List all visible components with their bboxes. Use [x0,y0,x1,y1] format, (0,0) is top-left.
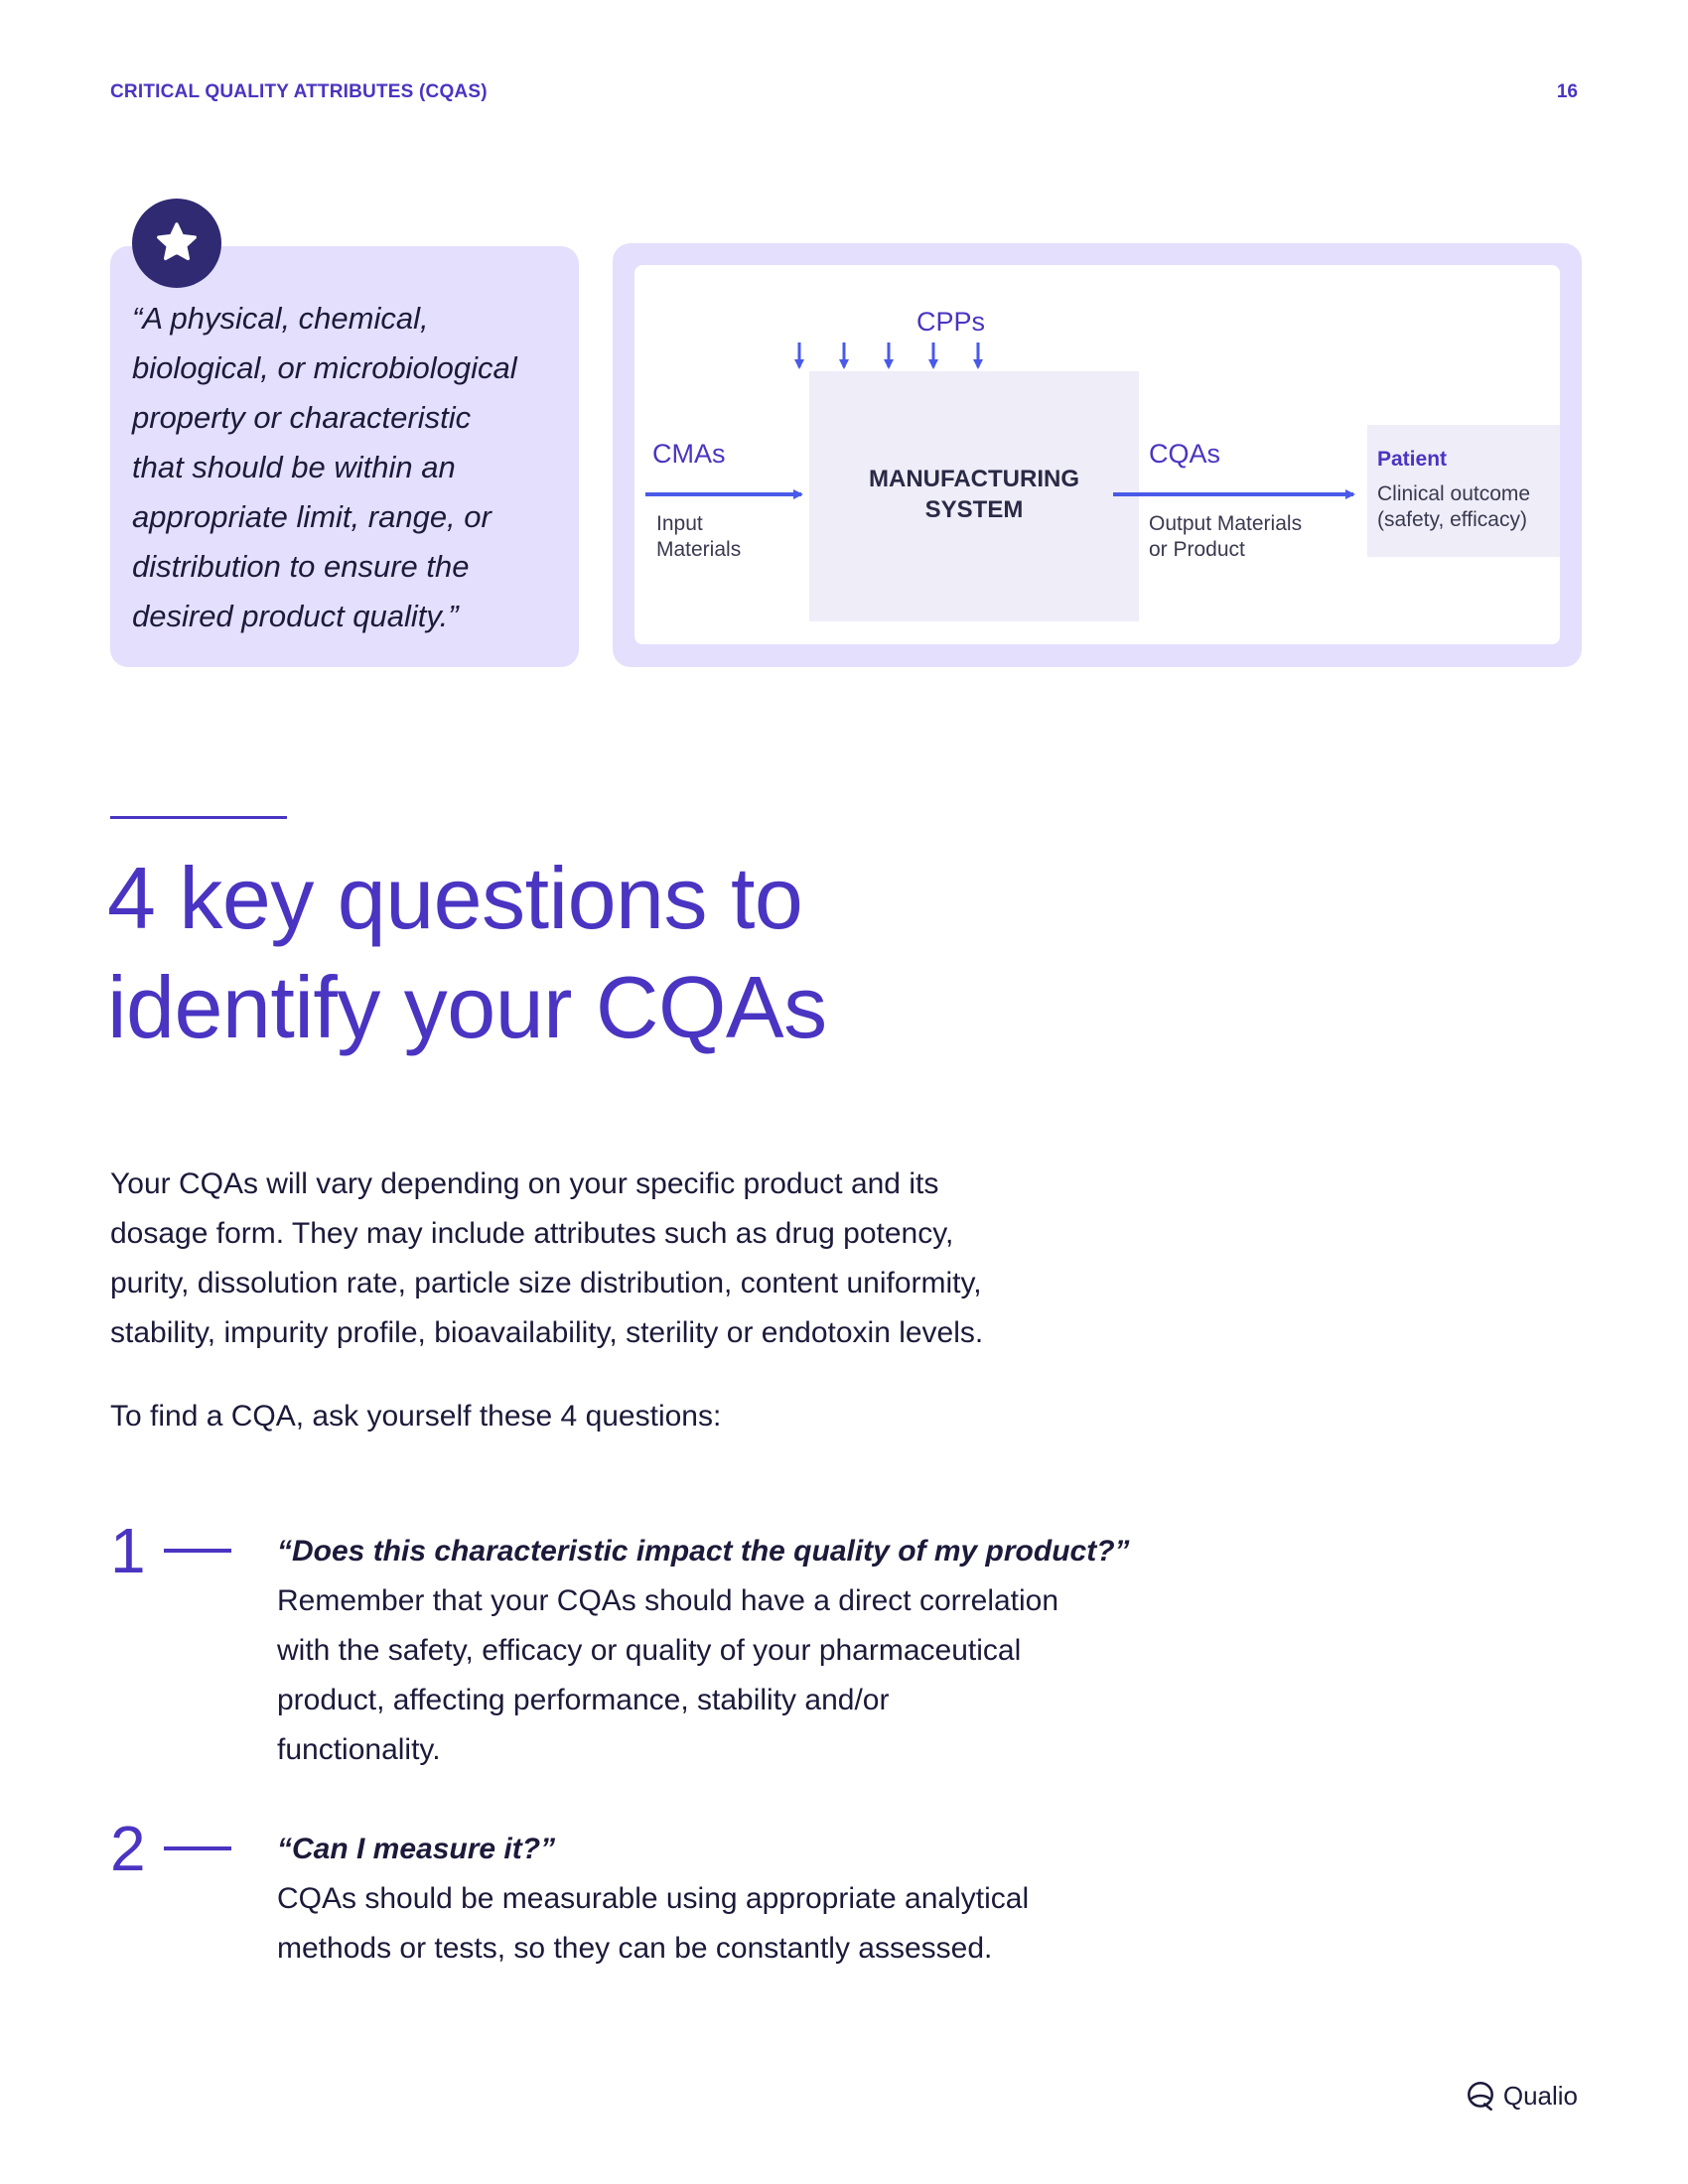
cpps-label: CPPs [916,307,986,337]
cqas-label: CQAs [1149,439,1221,469]
system-line: SYSTEM [924,496,1024,523]
manufacturing-system-label [809,464,1139,525]
question-body [277,1576,1151,1775]
question-dash [164,1846,231,1850]
question-title: “Can I measure it?” [277,1833,556,1865]
question-number: 2 [110,1813,146,1884]
heading-line: 4 key questions to [107,849,803,947]
question-number: 1 [110,1515,146,1586]
quote-line: biological, or microbiological [132,350,517,385]
quote-line: “A physical, chemical, [132,301,429,336]
quote-line: property or characteristic [132,400,472,435]
quote-line: distribution to ensure the [132,549,470,584]
intro-line: stability, impurity profile, bioavailability, sterility or endotoxin levels. [110,1316,984,1349]
definition-quote-card [110,246,579,667]
question-body-line: functionality. [277,1733,441,1766]
brand-name: Qualio [1502,2080,1578,2111]
question-body-line: Remember that your CQAs should have a direct correlation [277,1584,1059,1617]
system-line: MANUFACTURING [869,466,1079,492]
intro-line: purity, dissolution rate, particle size distribution, content uniformity, [110,1267,982,1299]
lead-sentence: To find a CQA, ask yourself these 4 questions: [110,1400,722,1433]
patient-title: Patient [1377,448,1448,471]
cpp-arrows [799,342,978,367]
page-number: 16 [1556,81,1578,102]
section-heading [107,844,1100,1062]
question-body-line: methods or tests, so they can be constantly assessed. [277,1932,993,1965]
running-header: CRITICAL QUALITY ATTRIBUTES (CQAS) [110,81,488,102]
heading-line: identify your CQAs [107,958,827,1056]
star-badge [132,199,221,288]
cqas-sub-line: or Product [1149,538,1245,561]
definition-quote [132,294,569,641]
question-body-line: CQAs should be measurable using appropriate analytical [277,1882,1030,1915]
intro-line: dosage form. They may include attributes such as drug potency, [110,1217,954,1250]
question-body [277,1874,1151,1974]
brand-logo [1464,2079,1578,2113]
cqas-sub-line: Output Materials [1149,512,1303,535]
question-body-line: with the safety, efficacy or quality of your pharmaceutical [277,1634,1022,1667]
cmas-sublabel [656,511,741,563]
star-icon [151,217,203,269]
heading-rule [110,816,287,819]
quote-line: desired product quality.” [132,599,459,633]
quote-line: that should be within an [132,450,456,484]
cmas-label: CMAs [652,439,726,469]
patient-desc-line: Clinical outcome [1377,482,1531,505]
intro-paragraph [110,1160,1103,1358]
process-diagram [634,265,1560,644]
question-dash [164,1549,231,1553]
qualio-logo-icon [1464,2079,1497,2113]
question-body-line: product, affecting performance, stability and/or [277,1684,890,1716]
intro-line: Your CQAs will vary depending on your specific product and its [110,1167,939,1200]
cqas-sublabel [1149,511,1302,563]
patient-description [1377,481,1560,533]
patient-desc-line: (safety, efficacy) [1377,508,1527,531]
process-diagram-card [613,243,1582,667]
question-title: “Does this characteristic impact the quality of my product?” [277,1535,1130,1568]
cmas-sub-line: Input [656,512,703,535]
cmas-sub-line: Materials [656,538,742,561]
quote-line: appropriate limit, range, or [132,499,492,534]
